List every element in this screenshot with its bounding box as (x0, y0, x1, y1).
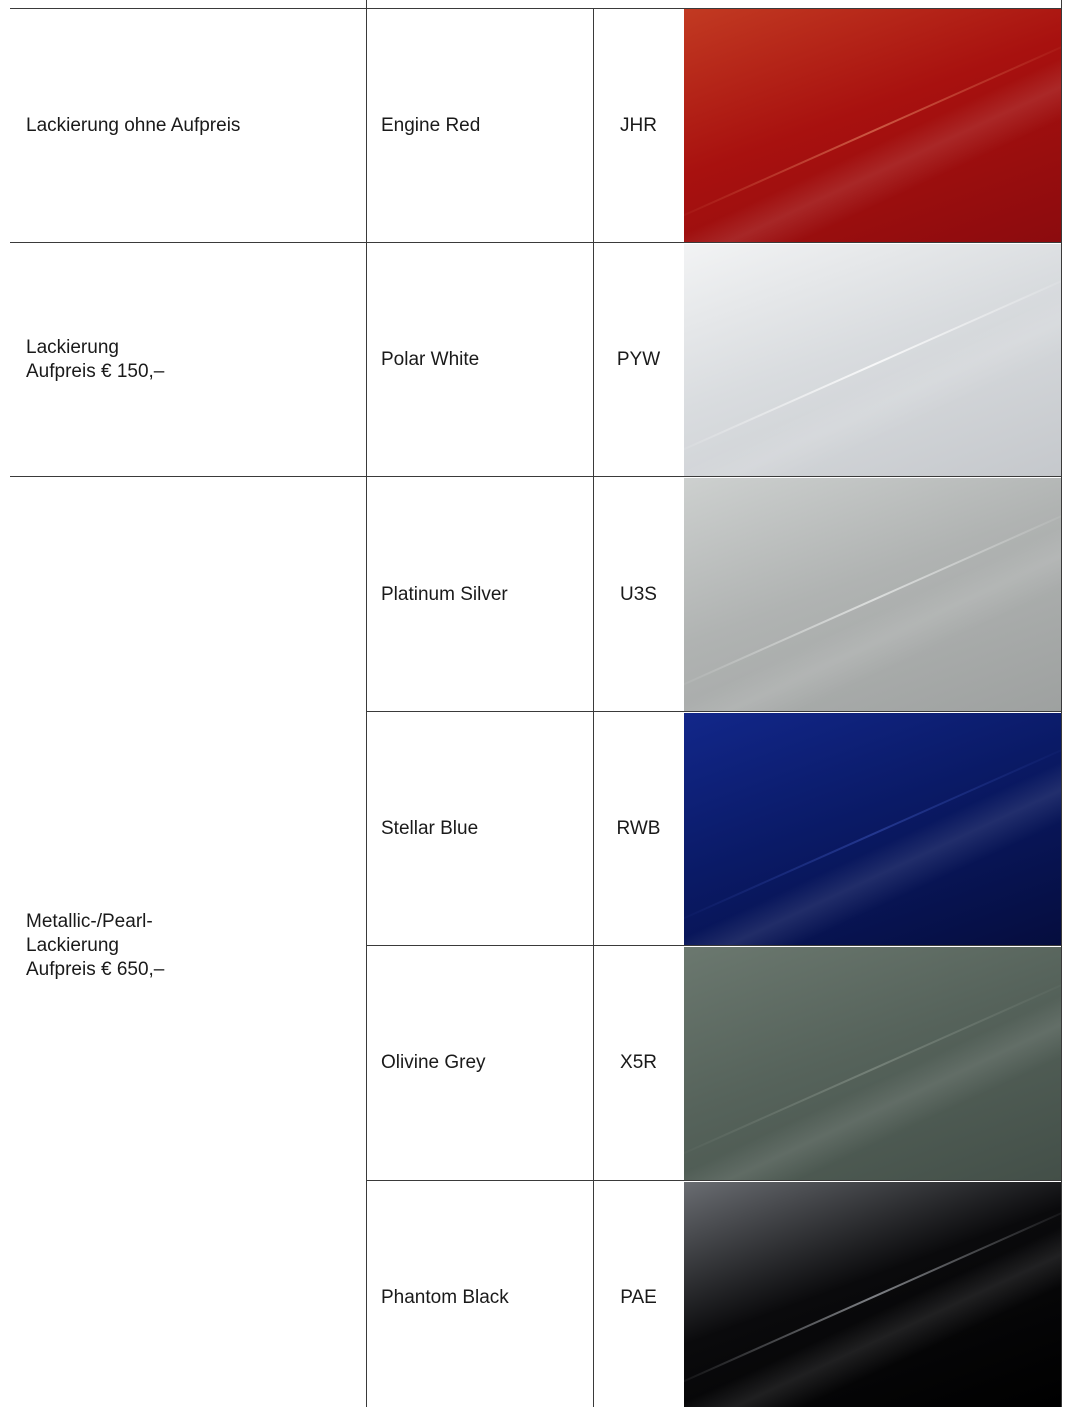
column-divider (366, 0, 367, 1407)
color-code: U3S (620, 584, 657, 605)
color-swatch (684, 9, 1061, 242)
color-swatch (684, 713, 1061, 945)
category-label: Lackierung Aufpreis € 150,– (26, 337, 165, 382)
category-label: Lackierung ohne Aufpreis (26, 115, 241, 136)
color-swatch (684, 478, 1061, 711)
row-divider (366, 945, 1061, 946)
row-divider (10, 476, 1061, 477)
swatch-gloss (684, 478, 1061, 711)
row-divider (366, 711, 1061, 712)
color-swatch (684, 1182, 1061, 1407)
color-swatch (684, 947, 1061, 1180)
row-divider (366, 1180, 1061, 1181)
swatch-gloss (684, 9, 1061, 242)
swatch-gloss (684, 1182, 1061, 1407)
color-code: PAE (620, 1287, 657, 1308)
color-name: Engine Red (381, 115, 481, 136)
color-swatch (684, 244, 1061, 476)
row-divider (10, 242, 1061, 243)
column-divider (1061, 0, 1062, 1407)
color-name: Olivine Grey (381, 1052, 486, 1073)
swatch-gloss (684, 947, 1061, 1180)
swatch-gloss (684, 244, 1061, 476)
color-code: PYW (616, 349, 661, 370)
color-name: Polar White (381, 349, 480, 370)
swatch-gloss (684, 713, 1061, 945)
column-divider (593, 8, 594, 1407)
color-name: Phantom Black (381, 1287, 509, 1308)
color-name: Stellar Blue (381, 818, 479, 839)
color-code: JHR (620, 115, 657, 136)
category-label: Metallic-/Pearl- Lackierung Aufpreis € 650,– (26, 911, 165, 980)
color-name: Platinum Silver (381, 584, 508, 605)
color-code: RWB (616, 818, 661, 839)
color-code: X5R (620, 1052, 657, 1073)
